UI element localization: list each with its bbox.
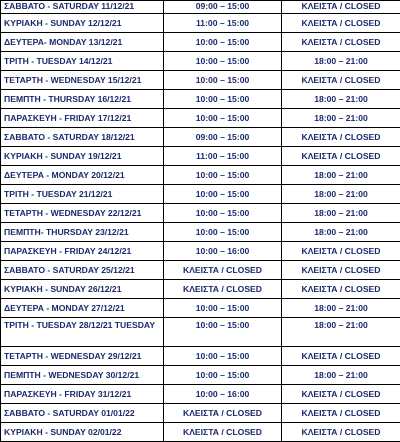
morning-hours-cell: 10:00 – 15:00 [164,204,282,223]
evening-hours-cell: ΚΛΕΙΣΤΑ / CLOSED [282,33,400,52]
evening-hours-cell: 18:00 – 21:00 [282,223,400,242]
day-cell: ΤΡΙΤΗ - TUESDAY 14/12/21 [1,52,164,71]
schedule-row [1,90,400,109]
evening-hours-cell: 18:00 – 21:00 [282,166,400,185]
day-cell: ΣΑΒΒΑΤΟ - SATURDAY 11/12/21 [1,1,164,14]
day-cell: ΠΕΜΠΤΗ- THURSDAY 23/12/21 [1,223,164,242]
schedule-row [1,423,400,442]
day-cell: ΔΕΥΤΕΡΑ- MONDAY 13/12/21 [1,33,164,52]
schedule-row [1,204,400,223]
morning-hours-cell: 10:00 – 15:00 [164,299,282,318]
evening-hours-cell: ΚΛΕΙΣΤΑ / CLOSED [282,280,400,299]
evening-hours-cell: ΚΛΕΙΣΤΑ / CLOSED [282,385,400,404]
evening-hours-cell: ΚΛΕΙΣΤΑ / CLOSED [282,242,400,261]
day-cell: ΚΥΡΙΑΚΗ - SUNDAY 26/12/21 [1,280,164,299]
day-cell: ΤΕΤΑΡΤΗ - WEDNESDAY 15/12/21 [1,71,164,90]
schedule-row [1,404,400,423]
day-cell: ΤΕΤΑΡΤΗ - WEDNESDAY 22/12/21 [1,204,164,223]
day-cell: ΤΡΙΤΗ - TUESDAY 28/12/21 TUESDAY [1,318,164,347]
schedule-row [1,242,400,261]
evening-hours-cell: 18:00 – 21:00 [282,52,400,71]
day-cell: ΚΥΡΙΑΚΗ - SUNDAY 19/12/21 [1,147,164,166]
day-cell: ΣΑΒΒΑΤΟ - SATURDAY 18/12/21 [1,128,164,147]
schedule-row [1,71,400,90]
morning-hours-cell: 10:00 – 15:00 [164,90,282,109]
schedule-row [1,33,400,52]
morning-hours-cell: 09:00 – 15:00 [164,128,282,147]
day-cell: ΣΑΒΒΑΤΟ - SATURDAY 01/01/22 [1,404,164,423]
schedule-row [1,147,400,166]
evening-hours-cell: ΚΛΕΙΣΤΑ / CLOSED [282,128,400,147]
evening-hours-cell: ΚΛΕΙΣΤΑ / CLOSED [282,347,400,366]
morning-hours-cell: 10:00 – 15:00 [164,71,282,90]
morning-hours-cell: ΚΛΕΙΣΤΑ / CLOSED [164,404,282,423]
evening-hours-cell: ΚΛΕΙΣΤΑ / CLOSED [282,14,400,33]
day-cell: ΠΑΡΑΣΚΕΥΗ - FRIDAY 17/12/21 [1,109,164,128]
schedule-row [1,299,400,318]
evening-hours-cell: ΚΛΕΙΣΤΑ / CLOSED [282,404,400,423]
day-cell: ΤΡΙΤΗ - TUESDAY 21/12/21 [1,185,164,204]
schedule-row [1,223,400,242]
day-cell: ΤΕΤΑΡΤΗ - WEDNESDAY 29/12/21 [1,347,164,366]
evening-hours-cell: 18:00 – 21:00 [282,318,400,347]
day-cell: ΔΕΥΤΕΡΑ - MONDAY 27/12/21 [1,299,164,318]
evening-hours-cell: ΚΛΕΙΣΤΑ / CLOSED [282,1,400,14]
day-cell: ΚΥΡΙΑΚΗ - SUNDAY 12/12/21 [1,14,164,33]
morning-hours-cell: 11:00 – 15:00 [164,14,282,33]
morning-hours-cell: 10:00 – 15:00 [164,347,282,366]
morning-hours-cell: 10:00 – 15:00 [164,185,282,204]
schedule-row [1,128,400,147]
evening-hours-cell: 18:00 – 21:00 [282,90,400,109]
evening-hours-cell: 18:00 – 21:00 [282,299,400,318]
morning-hours-cell: 09:00 – 15:00 [164,1,282,14]
morning-hours-cell: 10:00 – 15:00 [164,223,282,242]
schedule-row [1,366,400,385]
day-cell: ΚΥΡΙΑΚΗ - SUNDAY 02/01/22 [1,423,164,442]
morning-hours-cell: 10:00 – 15:00 [164,166,282,185]
day-cell: ΠΕΜΠΤΗ - THURSDAY 16/12/21 [1,90,164,109]
schedule-row [1,109,400,128]
morning-hours-cell: 11:00 – 15:00 [164,147,282,166]
schedule-row [1,14,400,33]
morning-hours-cell: 10:00 – 15:00 [164,52,282,71]
schedule-row [1,261,400,280]
morning-hours-cell: 10:00 – 15:00 [164,33,282,52]
schedule-row [1,318,400,347]
evening-hours-cell: ΚΛΕΙΣΤΑ / CLOSED [282,423,400,442]
day-cell: ΣΑΒΒΑΤΟ - SATURDAY 25/12/21 [1,261,164,280]
morning-hours-cell: 10:00 – 16:00 [164,242,282,261]
schedule-row [1,166,400,185]
schedule-row [1,347,400,366]
morning-hours-cell: 10:00 – 16:00 [164,385,282,404]
evening-hours-cell: 18:00 – 21:00 [282,109,400,128]
morning-hours-cell: 10:00 – 15:00 [164,318,282,347]
day-cell: ΠΕΜΠΤΗ - WEDNESDAY 30/12/21 [1,366,164,385]
morning-hours-cell: ΚΛΕΙΣΤΑ / CLOSED [164,423,282,442]
day-cell: ΔΕΥΤΕΡΑ - MONDAY 20/12/21 [1,166,164,185]
morning-hours-cell: ΚΛΕΙΣΤΑ / CLOSED [164,261,282,280]
evening-hours-cell: ΚΛΕΙΣΤΑ / CLOSED [282,71,400,90]
schedule-row [1,385,400,404]
evening-hours-cell: ΚΛΕΙΣΤΑ / CLOSED [282,261,400,280]
morning-hours-cell: 10:00 – 15:00 [164,109,282,128]
evening-hours-cell: 18:00 – 21:00 [282,366,400,385]
evening-hours-cell: ΚΛΕΙΣΤΑ / CLOSED [282,147,400,166]
schedule-row [1,185,400,204]
schedule-row [1,52,400,71]
schedule-row [1,280,400,299]
day-cell: ΠΑΡΑΣΚΕΥΗ - FRIDAY 24/12/21 [1,242,164,261]
day-cell: ΠΑΡΑΣΚΕΥΗ - FRIDAY 31/12/21 [1,385,164,404]
evening-hours-cell: 18:00 – 21:00 [282,204,400,223]
morning-hours-cell: 10:00 – 15:00 [164,366,282,385]
schedule-row [1,1,400,14]
morning-hours-cell: ΚΛΕΙΣΤΑ / CLOSED [164,280,282,299]
evening-hours-cell: 18:00 – 21:00 [282,185,400,204]
